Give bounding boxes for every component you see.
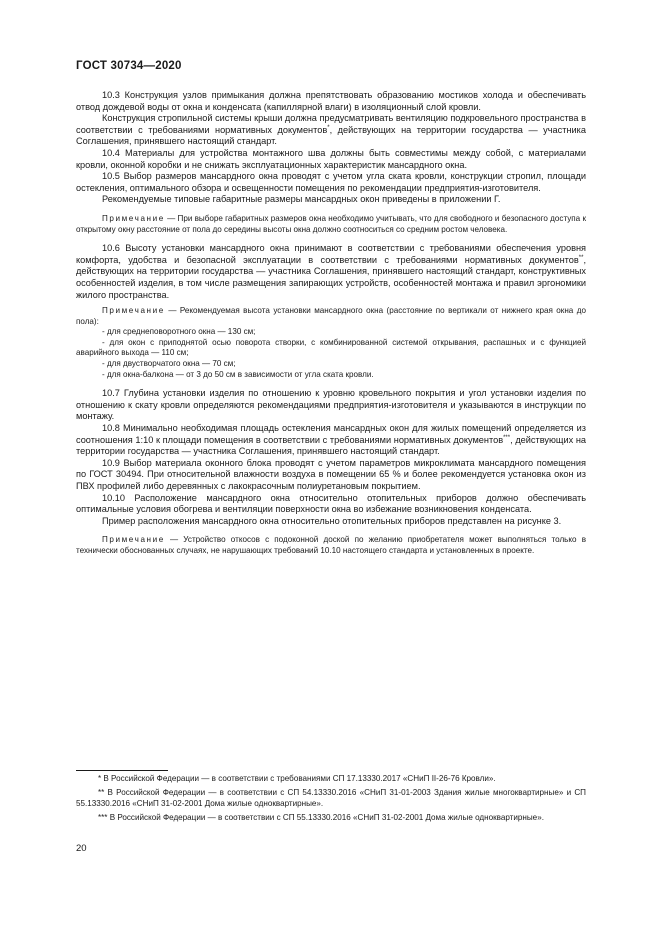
standard-header: ГОСТ 30734—2020 bbox=[76, 60, 182, 72]
paragraph-10-7: 10.7 Глубина установки изделия по отношению к уровню кровельного покрытия и угол установки изделия по отношению к скату кровли определяются рекомендациями предприятия-изготовителя и указываются в инструкции по монтажу. bbox=[76, 388, 586, 422]
footnote-3: *** В Российской Федерации — в соответствии с СП 55.13330.2016 «СНиП 31-02-2001 Дома жилые одноквартирные». bbox=[98, 813, 544, 822]
note-label: Примечание bbox=[102, 535, 165, 545]
paragraph-10-6 bbox=[76, 243, 586, 301]
footnote-divider bbox=[76, 770, 168, 771]
paragraph-recommended-sizes: Рекомендуемые типовые габаритные размеры мансардных окон приведены в приложении Г. bbox=[102, 194, 501, 205]
paragraph-10-4: 10.4 Материалы для устройства монтажного шва должны быть совместимы между собой, с материалами кровли, оконной коробки и не снижать эксплуатационных характеристик мансардного окна. bbox=[76, 147, 586, 170]
footnotes bbox=[76, 773, 586, 826]
main-text bbox=[76, 90, 586, 557]
paragraph-10-5: 10.5 Выбор размеров мансардного окна проводят с учетом угла ската кровли, конструкции стропил, площади остекления, оптимального обзора и освещенности помещения по рекомендации предприятия-изготовителя. bbox=[76, 171, 586, 193]
paragraph-10-8 bbox=[76, 423, 586, 458]
paragraph-10-8-text-b: , действующих на территории государства — участника Соглашения, принявшего настоящий стандарт. bbox=[76, 434, 587, 457]
note-label: Примечание bbox=[102, 213, 165, 223]
footnote-2: ** В Российской Федерации — в соответствии с СП 54.13330.2016 «СНиП 31-01-2003 Здания жилые многоквартирные» и СП 55.13330.2016 «СНиП 31-02-2001 Дома жилые одноквартирные». bbox=[76, 788, 586, 808]
paragraph-10-8-text-a: 10.8 Минимально необходимая площадь остекления мансардных окон для жилых помещений определяется из соотношения 1:10 к площади помещения в соответствии с требованиями нормативных документов bbox=[76, 423, 586, 445]
footnote-ref-1: * bbox=[327, 124, 330, 131]
page-number: 20 bbox=[76, 843, 87, 854]
list-item: - для окон с приподнятой осью поворота створки, с комбинированной системой открывания, распашных и с функцией аварийного выхода — 110 см; bbox=[76, 337, 586, 358]
footnote-ref-3: *** bbox=[503, 434, 511, 441]
note-2-text: — Рекомендуемая высота установки мансардного окна (расстояние по вертикали от нижнего края окна до пола): bbox=[76, 306, 586, 326]
paragraph-rafter-text-b: , действующих на территории государства — участника Соглашения, принявшего настоящий стандарт. bbox=[76, 124, 587, 147]
note-1 bbox=[76, 214, 586, 235]
note-1-text: — При выборе габаритных размеров окна необходимо учитывать, что для свободного и безопасного доступа к открытому окну расстояние от пола до середины высоты окна должно соотноситься со средним ростом человека. bbox=[76, 213, 586, 234]
paragraph-10-9: 10.9 Выбор материала оконного блока проводят с учетом параметров микроклимата мансардного помещения по ГОСТ 30494. При относительной влажности воздуха в помещении 65 % и более рекомендуется установка окон из ПВХ профилей либо деревянных с лакокрасочным полиуретановым покрытием. bbox=[76, 457, 586, 491]
paragraph-figure-ref: Пример расположения мансардного окна относительно отопительных приборов представлен на рисунке 3. bbox=[102, 515, 562, 526]
list-item: - для окна-балкона — от 3 до 50 см в зависимости от угла ската кровли. bbox=[102, 369, 374, 379]
paragraph-10-10: 10.10 Расположение мансардного окна относительно отопительных приборов должно обеспечивать оптимальные условия обогрева и вентиляции поверхности окна во избежание возникновения конденсата. bbox=[76, 492, 586, 515]
list-item: - для среднеповоротного окна — 130 см; bbox=[102, 327, 256, 337]
footnote-ref-2: ** bbox=[578, 254, 584, 261]
note-3-text: — Устройство откосов с подоконной доской по желанию приобретателя может выполняться только в технически обоснованных случаях, не нарушающих требований 10.10 настоящего стандарта и установленных в проекте. bbox=[76, 535, 586, 555]
footnote-1: * В Российской Федерации — в соответствии с требованиями СП 17.13330.2017 «СНиП II-26-76 Кровли». bbox=[98, 774, 496, 783]
list-item: - для двустворчатого окна — 70 см; bbox=[102, 359, 236, 369]
paragraph-10-6-text-a: 10.6 Высоту установки мансардного окна принимают в соответствии с требованиями обеспечения уровня комфорта, удобства и безопасной эксплуатации в соответствии с требованиями нормативных документов bbox=[76, 243, 586, 265]
paragraph-rafter-text-a: Конструкция стропильной системы крыши должна предусматривать вентиляцию подкровельного пространства в соответствии с требованиями нормативных документов bbox=[76, 113, 586, 135]
note-2 bbox=[76, 306, 586, 327]
paragraph-10-6-text-b: , действующих на территории государства — участника Соглашения, принявшего настоящий стандарт, конструктивных особенностей изделия, в том числе размещения запирающих устройств, особенностей монтажа и правил эргономики жилого пространства. bbox=[76, 254, 586, 300]
paragraph-rafter bbox=[76, 113, 586, 148]
paragraph-10-3: 10.3 Конструкция узлов примыкания должна препятствовать образованию мостиков холода и обеспечивать отвод дождевой воды от окна и конденсата (капиллярной влаги) в изоляционный слой кровли. bbox=[76, 90, 586, 112]
note-3 bbox=[76, 535, 586, 556]
note-label: Примечание bbox=[102, 306, 165, 316]
